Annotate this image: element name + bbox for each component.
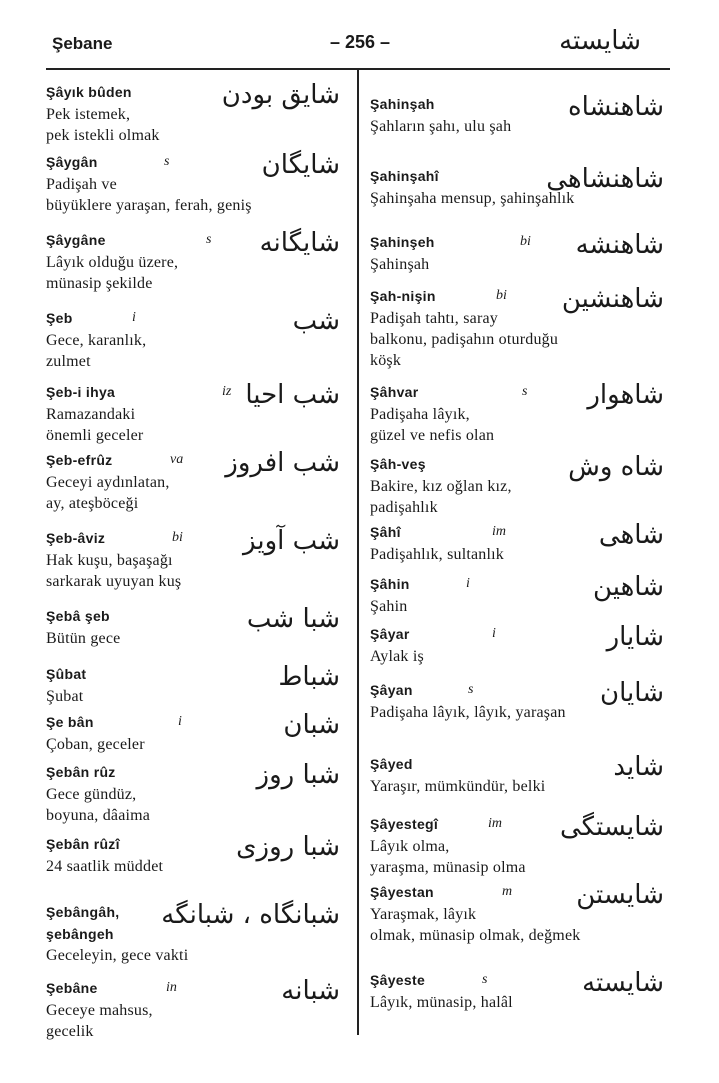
grammar-label: s <box>468 682 474 697</box>
arabic-script: شبا روزى <box>236 832 340 862</box>
page-header <box>0 26 719 70</box>
grammar-label: bi <box>520 234 531 249</box>
grammar-label: i <box>132 310 136 325</box>
dictionary-entry <box>370 164 670 209</box>
dictionary-entry <box>370 452 670 518</box>
entry-headword: Şâygâne <box>46 232 106 248</box>
dictionary-entry <box>370 230 670 275</box>
arabic-script: شايگان <box>261 150 340 180</box>
definition-line: yaraşma, münasip olma <box>370 859 526 876</box>
arabic-script: شبانه <box>281 976 340 1006</box>
entry-headword: Şâyed <box>370 756 413 772</box>
arabic-script: شاهنشاهى <box>546 164 664 194</box>
definition-line: Padişah ve <box>46 176 117 193</box>
entry-headword: Şahinşahî <box>370 168 439 184</box>
definition-line: Lâyık, münasip, halâl <box>370 994 513 1011</box>
arabic-script: شبان <box>283 710 340 740</box>
dictionary-entry <box>46 228 346 294</box>
arabic-script: شبانگاه ، شبانگه <box>161 900 340 930</box>
entry-headword: Şâyar <box>370 626 410 642</box>
arabic-script: شايستن <box>576 880 664 910</box>
grammar-label: s <box>164 154 170 169</box>
grammar-label: s <box>522 384 528 399</box>
definition-line: ay, ateşböceği <box>46 495 139 512</box>
grammar-label: s <box>482 972 488 987</box>
arabic-script: شباط <box>278 662 340 692</box>
entry-headword: Şâyestegî <box>370 816 439 832</box>
definition-line: Aylak iş <box>370 648 424 665</box>
entry-headword: Şâh-veş <box>370 456 426 472</box>
dictionary-entry <box>46 976 346 1042</box>
arabic-script: شاهى <box>598 520 664 550</box>
definition-line: güzel ve nefis olan <box>370 427 495 444</box>
definition-line: Geceleyin, gece vakti <box>46 947 189 964</box>
definition-line: olmak, münasip olmak, değmek <box>370 927 581 944</box>
definition-line: Lâyık olduğu üzere, <box>46 254 179 271</box>
entry-headword: Şeb <box>46 310 73 326</box>
grammar-label: im <box>488 816 502 831</box>
entry-headword: Şeb-i ihya <box>46 384 116 400</box>
entry-headword: Şebân rûzî <box>46 836 120 852</box>
definition-line: Bütün gece <box>46 630 121 647</box>
definition-line: şebângeh <box>46 926 114 942</box>
arabic-script: شاهنشاه <box>567 92 664 122</box>
entry-headword: Şebân rûz <box>46 764 116 780</box>
definition-line: Şahların şahı, ulu şah <box>370 118 512 135</box>
entry-headword: Şâyan <box>370 682 413 698</box>
column-divider <box>357 70 359 1035</box>
arabic-script: شاهوار <box>587 380 664 410</box>
dictionary-entry <box>370 380 670 446</box>
definition-line: büyüklere yaraşan, ferah, geniş <box>46 197 252 214</box>
definition-line: pek istekli olmak <box>46 127 160 144</box>
definition-line: Padişaha lâyık, lâyık, yaraşan <box>370 704 566 721</box>
arabic-script: شايان <box>600 678 664 708</box>
definition-line: Padişah tahtı, saray <box>370 310 498 327</box>
dictionary-entry <box>46 80 346 146</box>
definition-line: Çoban, geceler <box>46 736 145 753</box>
definition-line: Padişaha lâyık, <box>370 406 470 423</box>
arabic-script: شايسته <box>582 968 664 998</box>
entry-headword: Şebâne <box>46 980 98 996</box>
dictionary-entry <box>370 678 670 723</box>
dictionary-entry <box>370 622 670 667</box>
definition-line: Şahinşaha mensup, şahinşahlık <box>370 190 575 207</box>
definition-line: Hak kuşu, başaşağı <box>46 552 173 569</box>
definition-line: Yaraşmak, lâyık <box>370 906 477 923</box>
grammar-label: bi <box>496 288 507 303</box>
dictionary-entry <box>46 900 346 966</box>
definition-line: Şubat <box>46 688 84 705</box>
definition-line: önemli geceler <box>46 427 144 444</box>
grammar-label: i <box>492 626 496 641</box>
definition-line: Geceye mahsus, <box>46 1002 153 1019</box>
entry-headword: Şâhî <box>370 524 401 540</box>
definition-line: Lâyık olma, <box>370 838 450 855</box>
definition-line: Yaraşır, mümkündür, belki <box>370 778 546 795</box>
definition-line: balkonu, padişahın oturduğu <box>370 331 559 348</box>
grammar-label: i <box>466 576 470 591</box>
entry-headword: Şâyestan <box>370 884 434 900</box>
definition-line: boyuna, dâaima <box>46 807 151 824</box>
arabic-script: شب آويز <box>243 526 340 556</box>
dictionary-entry <box>370 752 670 797</box>
entry-headword: Şebângâh, <box>46 904 120 920</box>
dictionary-entry <box>46 150 346 216</box>
dictionary-entry <box>370 520 670 565</box>
definition-line: Pek istemek, <box>46 106 131 123</box>
dictionary-entry <box>46 662 346 707</box>
arabic-script: شايستگى <box>559 812 664 842</box>
entry-headword: Şah-nişin <box>370 288 436 304</box>
running-head-arabic: شايسته <box>559 26 641 56</box>
definition-line: Şahinşah <box>370 256 430 273</box>
entry-headword: Şebâ şeb <box>46 608 110 624</box>
arabic-script: شاهين <box>592 572 664 602</box>
entry-headword: Şahinşah <box>370 96 435 112</box>
arabic-script: شبا روز <box>256 760 340 790</box>
grammar-label: iz <box>222 384 232 399</box>
arabic-script: شبا شب <box>246 604 340 634</box>
dictionary-entry <box>46 832 346 877</box>
entry-headword: Şûbat <box>46 666 87 682</box>
definition-line: zulmet <box>46 353 91 370</box>
dictionary-entry <box>370 284 670 371</box>
arabic-script: شاهنشين <box>561 284 664 314</box>
entry-headword: Şahinşeh <box>370 234 435 250</box>
definition-line: Gece gündüz, <box>46 786 137 803</box>
arabic-script: شاه وش <box>568 452 664 482</box>
definition-line: Ramazandaki <box>46 406 136 423</box>
grammar-label: s <box>206 232 212 247</box>
entry-headword: Şâyık bûden <box>46 84 132 100</box>
dictionary-entry <box>46 306 346 372</box>
definition-line: Geceyi aydınlatan, <box>46 474 170 491</box>
dictionary-entry <box>46 760 346 826</box>
definition-line: Bakire, kız oğlan kız, <box>370 478 512 495</box>
dictionary-entry <box>370 968 670 1013</box>
grammar-label: i <box>178 714 182 729</box>
dictionary-entry <box>370 812 670 878</box>
entry-headword: Şe bân <box>46 714 94 730</box>
running-head-left: Şebane <box>52 34 113 53</box>
entry-headword: Şeb-efrûz <box>46 452 113 468</box>
dictionary-entry <box>46 710 346 755</box>
definition-line: padişahlık <box>370 499 438 516</box>
entry-headword: Şâhvar <box>370 384 419 400</box>
grammar-label: va <box>170 452 184 467</box>
definition-line: münasip şekilde <box>46 275 153 292</box>
definition-line: Gece, karanlık, <box>46 332 147 349</box>
dictionary-entry <box>370 572 670 617</box>
dictionary-entry <box>46 604 346 649</box>
arabic-script: شايق بودن <box>221 80 340 110</box>
grammar-label: bi <box>172 530 183 545</box>
definition-line: köşk <box>370 352 402 369</box>
arabic-script: شب <box>292 306 340 336</box>
arabic-script: شاهنشه <box>575 230 664 260</box>
entry-headword: Şeb-âviz <box>46 530 106 546</box>
grammar-label: m <box>502 884 513 899</box>
dictionary-entry <box>370 880 670 946</box>
definition-line: sarkarak uyuyan kuş <box>46 573 182 590</box>
arabic-script: شايگانه <box>259 228 340 258</box>
definition-line: 24 saatlik müddet <box>46 858 164 875</box>
definition-line: Şahin <box>370 598 408 615</box>
dictionary-entry <box>46 526 346 592</box>
dictionary-entry <box>370 92 670 137</box>
dictionary-entry <box>46 448 346 514</box>
page-number: – 256 – <box>330 32 391 52</box>
grammar-label: im <box>492 524 506 539</box>
arabic-script: شايار <box>606 622 664 652</box>
definition-line: gecelik <box>46 1023 94 1040</box>
arabic-script: شايد <box>613 752 664 782</box>
dictionary-entry <box>46 380 346 446</box>
arabic-script: شب افروز <box>225 448 340 478</box>
entry-headword: Şâhin <box>370 576 410 592</box>
entry-headword: Şâyeste <box>370 972 426 988</box>
grammar-label: in <box>166 980 177 995</box>
entry-headword: Şâygân <box>46 154 98 170</box>
arabic-script: شب احيا <box>245 380 340 410</box>
definition-line: Padişahlık, sultanlık <box>370 546 504 563</box>
